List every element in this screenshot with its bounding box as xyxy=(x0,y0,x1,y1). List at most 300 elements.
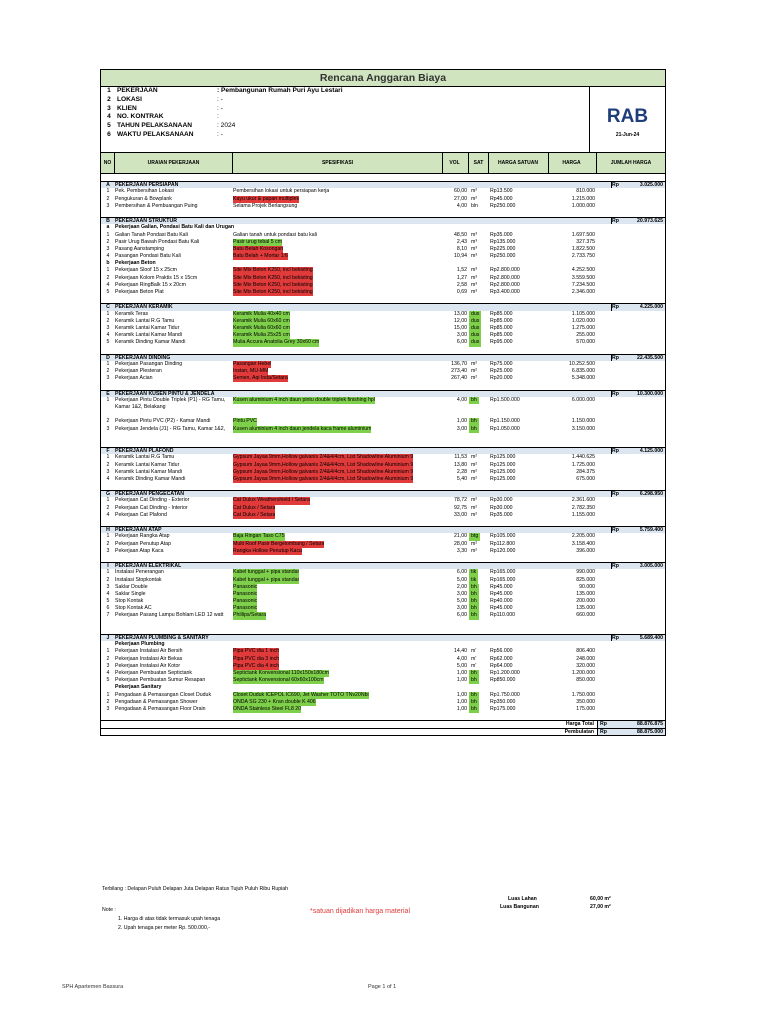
subsection-code xyxy=(101,641,115,648)
currency-label: Rp xyxy=(490,310,497,317)
row-item: Pembersihan & Pembuangan Puing xyxy=(115,202,198,209)
row-sum xyxy=(597,275,665,282)
terbilang: Terbilang : Delapan Puluh Delapan Juta Delapan Ratus Tujuh Puluh Ribu Rupiah xyxy=(102,886,289,892)
row-amount: 2.782.350 xyxy=(571,504,595,511)
row-unit xyxy=(469,188,489,195)
row-unit xyxy=(469,454,489,461)
row-number: 3 xyxy=(106,705,110,712)
section-code: F xyxy=(106,448,110,455)
row-item: Pasangan Pondasi Batu Kali xyxy=(115,253,181,260)
row-spec xyxy=(233,497,443,504)
row-unit-text: m² xyxy=(471,475,478,482)
row-unit xyxy=(469,569,489,576)
note-item: 1. Harga di atas tidak termasuk upah tenaga xyxy=(118,916,221,922)
table-row xyxy=(101,677,665,684)
table-row xyxy=(101,339,665,346)
table-row xyxy=(101,232,665,239)
row-item: Pasir Urug Bawah Pondasi Batu Kali xyxy=(115,238,200,245)
currency-label: Rp xyxy=(612,218,619,225)
row-unit-price xyxy=(489,318,549,325)
row-unit-price xyxy=(489,325,549,332)
section-name: PEKERJAAN KERAMIK xyxy=(115,304,173,311)
row-item: Pekerjaan Kolom Praktis 15 x 15cm xyxy=(115,274,198,281)
section-total xyxy=(611,635,665,641)
row-spec xyxy=(233,533,443,540)
currency-label: Rp xyxy=(490,253,497,260)
row-item: Pekerjaan RingBalk 15 x 20cm xyxy=(115,281,186,288)
row-item: Pekerjaan Acian xyxy=(115,375,153,382)
row-item: Pekerjaan Pembuatan Sumur Resapan xyxy=(115,677,206,684)
row-number: 4 xyxy=(106,590,110,597)
row-item: Pekerjaan Plesteran xyxy=(115,368,162,375)
currency-label: Rp xyxy=(490,202,497,209)
section-total-value: 10.300.000 xyxy=(637,390,663,397)
row-unit-price xyxy=(489,612,549,626)
table-body xyxy=(101,174,665,720)
row-volume: 6,00 xyxy=(456,612,467,619)
row-unit-price xyxy=(489,677,549,684)
section-row xyxy=(101,354,665,361)
row-unit-text: bh xyxy=(471,583,477,590)
row-amount: 1.155.000 xyxy=(571,511,595,518)
row-sum xyxy=(597,339,665,346)
currency-label: Rp xyxy=(490,368,497,375)
row-number: 2 xyxy=(106,698,110,705)
currency-label: Rp xyxy=(612,635,619,642)
row-unit-text: bh xyxy=(471,698,477,705)
row-item: Pengadaan & Pemasangan Shower xyxy=(115,698,198,705)
row-unit-price-value: 13.500 xyxy=(496,188,513,195)
row-volume: 78,72 xyxy=(454,497,467,504)
row-spec-text: Kabel tunggal + pipa standar xyxy=(233,569,300,576)
row-spec-text: Cat Dulux / Setara xyxy=(233,511,276,518)
row-volume: 1,00 xyxy=(456,418,467,425)
row-unit xyxy=(469,512,489,519)
row-amount: 6.000.000 xyxy=(571,396,595,403)
section-row xyxy=(101,526,665,533)
row-spec-text: Cat Dulux / Setara xyxy=(233,504,276,511)
row-amount: 1.020.000 xyxy=(571,317,595,324)
row-spec-text: Panasonic xyxy=(233,605,258,612)
currency-label: Rp xyxy=(490,705,497,712)
row-sum xyxy=(597,548,665,555)
row-spec xyxy=(233,267,443,274)
section-total-value: 3.025.000 xyxy=(639,182,663,189)
row-volume: 3,00 xyxy=(456,332,467,339)
row-spec xyxy=(233,361,443,368)
currency-label: Rp xyxy=(490,533,497,540)
row-unit xyxy=(469,605,489,612)
row-item: Keramik Lantai R.G Tamu xyxy=(115,317,175,324)
info-number: 1 xyxy=(107,87,111,94)
row-unit-price xyxy=(489,505,549,512)
table-row xyxy=(101,267,665,274)
row-unit-text: dus xyxy=(471,324,480,331)
row-unit-text: m² xyxy=(471,511,478,518)
table-row xyxy=(101,375,665,382)
row-volume: 13,80 xyxy=(454,461,467,468)
row-spec xyxy=(233,203,443,210)
currency-label: Rp xyxy=(612,448,619,455)
row-unit-text: dus xyxy=(471,339,480,346)
row-unit-text: m³ xyxy=(471,231,478,238)
row-unit-text: btg xyxy=(471,533,479,540)
row-unit xyxy=(469,325,489,332)
info-label: LOKASI xyxy=(117,95,142,103)
row-spec xyxy=(233,239,443,246)
row-number: 1 xyxy=(106,396,110,403)
row-unit xyxy=(469,670,489,677)
subsection-row xyxy=(101,224,665,231)
row-spec-text: Gypsum Jayaa 9mm,Hollow galvanis 2/4&4/4cm, List Shadowline Aluminium 9 xyxy=(233,461,414,468)
currency-label: Rp xyxy=(490,583,497,590)
note-red: *satuan dijadikan harga material xyxy=(310,908,411,915)
row-number: 7 xyxy=(106,612,110,619)
table-row xyxy=(101,332,665,339)
row-unit-price-value: 250.000 xyxy=(496,253,516,260)
row-sum xyxy=(597,368,665,375)
row-number: 4 xyxy=(106,475,110,482)
row-unit-price xyxy=(489,663,549,670)
row-amount: 810.000 xyxy=(576,188,595,195)
spacer xyxy=(101,411,665,418)
row-unit-text: bh xyxy=(471,590,477,597)
section-row xyxy=(101,181,665,188)
notes-title: Note : xyxy=(102,907,116,913)
currency-label: Rp xyxy=(490,332,497,339)
row-unit-price-value: 95.000 xyxy=(496,339,513,346)
subsection-name: Pekerjaan Plumbing xyxy=(115,641,165,648)
row-unit-price-value: 125.000 xyxy=(496,475,516,482)
spacer xyxy=(101,174,665,181)
row-spec xyxy=(233,591,443,598)
row-unit-text: bh xyxy=(471,612,477,619)
row-volume: 3,30 xyxy=(456,547,467,554)
row-unit-price xyxy=(489,454,549,461)
row-volume: 60,00 xyxy=(454,188,467,195)
table-row xyxy=(101,497,665,504)
row-unit-text: m² xyxy=(471,375,478,382)
spacer xyxy=(101,296,665,303)
info-row xyxy=(101,122,589,131)
row-spec-text: Site Mix Beton K250, incl bekisting xyxy=(233,281,313,288)
row-sum xyxy=(597,505,665,512)
row-volume: 4,00 xyxy=(456,655,467,662)
row-unit-price xyxy=(489,339,549,346)
table-row xyxy=(101,253,665,260)
row-item: Pekerjaan Atap Kaca xyxy=(115,547,164,554)
row-number: 4 xyxy=(106,281,110,288)
row-amount: 1.000.000 xyxy=(571,202,595,209)
row-number: 1 xyxy=(106,310,110,317)
row-number: 3 xyxy=(106,324,110,331)
row-unit-text: m² xyxy=(471,454,478,461)
table-row xyxy=(101,454,665,461)
row-unit-price xyxy=(489,591,549,598)
row-item: Saklar Single xyxy=(115,590,146,597)
row-spec xyxy=(233,462,443,469)
row-amount: 327.375 xyxy=(576,238,595,245)
total-row xyxy=(101,728,665,735)
row-number: 2 xyxy=(106,540,110,547)
row-unit xyxy=(469,505,489,512)
row-number: 1 xyxy=(106,569,110,576)
row-spec-text: ONDA Stainless Steel FL8 20 xyxy=(233,705,302,712)
row-unit-price xyxy=(489,267,549,274)
footer-left: SPH Apartemen Bassura xyxy=(62,984,124,990)
row-spec xyxy=(233,289,443,296)
row-spec-text: Pasangan Hebel xyxy=(233,360,272,367)
row-number: 3 xyxy=(106,583,110,590)
row-unit-text: bh xyxy=(471,677,477,684)
row-unit xyxy=(469,548,489,555)
info-value: : - xyxy=(217,104,223,112)
row-unit-text: bh xyxy=(471,396,477,403)
row-sum xyxy=(597,318,665,325)
row-number: 4 xyxy=(106,511,110,518)
currency-label: Rp xyxy=(490,468,497,475)
currency-label: Rp xyxy=(490,511,497,518)
spacer xyxy=(101,382,665,389)
section-total-value: 5.689.400 xyxy=(639,635,663,642)
row-item: Pekerjaan Pasang Lampu Bohlam LED 12 watt xyxy=(115,612,224,619)
currency-label: Rp xyxy=(612,527,619,534)
row-unit-price xyxy=(489,418,549,425)
row-unit-text: bh xyxy=(471,705,477,712)
currency-label: Rp xyxy=(490,324,497,331)
header-cell: HARGA xyxy=(549,153,597,173)
row-unit-price-value: 125.000 xyxy=(496,468,516,475)
row-sum xyxy=(597,569,665,576)
row-spec-text: Gypsum Jayaa 9mm,Hollow galvanis 2/4&4/4cm, List Shadowline Aluminium 9 xyxy=(233,454,414,461)
spacer xyxy=(101,483,665,490)
row-unit-price-value: 250.000 xyxy=(496,202,516,209)
row-volume: 3,00 xyxy=(456,605,467,612)
section-code: C xyxy=(106,304,110,311)
row-item: Pekerjaan Beton Plat xyxy=(115,289,164,295)
currency-label: Rp xyxy=(490,598,497,605)
spacer xyxy=(101,210,665,217)
row-item: Pekerjaan Pasangan Dinding xyxy=(115,360,183,367)
section-total-value: 5.759.400 xyxy=(639,527,663,534)
row-volume: 2,00 xyxy=(456,583,467,590)
table-row xyxy=(101,246,665,253)
row-unit-price-value: 350.000 xyxy=(496,698,516,705)
row-spec xyxy=(233,375,443,382)
row-unit xyxy=(469,469,489,476)
row-unit-text: m' xyxy=(471,662,477,669)
row-volume: 8,10 xyxy=(456,245,467,252)
section-code: E xyxy=(106,390,110,397)
row-number: 3 xyxy=(106,245,110,252)
row-sum xyxy=(597,418,665,425)
row-spec xyxy=(233,612,443,626)
row-spec xyxy=(233,418,443,425)
table-row xyxy=(101,426,665,440)
row-volume: 4,00 xyxy=(456,202,467,209)
row-amount: 5.348.000 xyxy=(571,375,595,382)
row-amount: 255.000 xyxy=(576,332,595,339)
row-unit-price xyxy=(489,692,549,699)
currency-label: Rp xyxy=(490,461,497,468)
currency-label: Rp xyxy=(490,418,497,425)
currency-label: Rp xyxy=(490,267,497,274)
row-volume: 1,00 xyxy=(456,677,467,684)
row-sum xyxy=(597,203,665,210)
row-spec-text: Pipa PVC dia 1 inch xyxy=(233,648,280,655)
row-unit-price-value: 2.800.000 xyxy=(496,274,520,281)
row-volume: 27,00 xyxy=(454,195,467,202)
row-unit-price-value: 225.000 xyxy=(496,245,516,252)
row-number: 2 xyxy=(106,368,110,375)
row-volume: 3,00 xyxy=(456,590,467,597)
header-cell: JUMLAH HARGA xyxy=(610,160,652,166)
section-code: I xyxy=(107,563,109,570)
row-amount: 396.000 xyxy=(576,547,595,554)
row-sum xyxy=(597,605,665,612)
row-sum xyxy=(597,670,665,677)
row-unit xyxy=(469,426,489,440)
row-amount: 2.346.000 xyxy=(571,289,595,295)
row-amount: 2.361.600 xyxy=(571,497,595,504)
currency-label: Rp xyxy=(490,188,497,195)
row-sum xyxy=(597,584,665,591)
section-row xyxy=(101,634,665,641)
row-sum xyxy=(597,325,665,332)
table-row xyxy=(101,577,665,584)
currency-label: Rp xyxy=(490,569,497,576)
row-unit-price-value: 35.000 xyxy=(496,231,513,238)
row-spec-text: Closet Duduk ICEPOL IC690, Jet Washer TOTO TNv20Nbi xyxy=(233,691,369,698)
table-row xyxy=(101,275,665,282)
section-total-value: 20.973.625 xyxy=(637,218,663,225)
table-row xyxy=(101,368,665,375)
row-unit-text: m² xyxy=(471,540,478,547)
row-unit-price xyxy=(489,196,549,203)
table-row xyxy=(101,318,665,325)
row-number: 1 xyxy=(106,231,110,238)
row-sum xyxy=(597,598,665,605)
row-unit xyxy=(469,497,489,504)
row-number: 3 xyxy=(106,425,110,432)
table-row xyxy=(101,706,665,713)
luas-bangunan-value: 27,00 m² xyxy=(590,904,611,910)
row-item: Pasang Aanstamping xyxy=(115,245,165,252)
currency-label: Rp xyxy=(612,182,619,189)
section-name: PEKERJAAN ELEKTRIKAL xyxy=(115,563,182,570)
row-sum xyxy=(597,282,665,289)
row-unit xyxy=(469,282,489,289)
currency-label: Rp xyxy=(490,655,497,662)
row-unit-price xyxy=(489,598,549,605)
row-unit-text: m' xyxy=(471,655,477,662)
row-spec xyxy=(233,232,443,239)
row-unit-price-value: 3.400.000 xyxy=(496,289,520,295)
section-total xyxy=(611,218,665,224)
row-amount: 1.275.000 xyxy=(571,324,595,331)
row-spec-text: Keramik Mulia 25x25 cm xyxy=(233,332,290,339)
row-spec-text: Batu Belah Kosongan xyxy=(233,245,284,252)
section-total-value: 4.125.000 xyxy=(639,448,663,455)
row-item: Pekerjaan Sloof 15 x 25cm xyxy=(115,267,177,274)
table-row xyxy=(101,476,665,483)
row-item: Stop Kontak AC xyxy=(115,605,152,612)
spacer xyxy=(101,440,665,447)
row-spec-text: Site Mix Beton K250, incl bekisting xyxy=(233,267,313,274)
row-volume: 273,40 xyxy=(451,368,467,375)
row-amount: 1.725.000 xyxy=(571,461,595,468)
document-title: Rencana Anggaran Biaya xyxy=(101,70,665,87)
row-unit-text: m³ xyxy=(471,253,478,260)
row-volume: 15,00 xyxy=(454,324,467,331)
row-unit xyxy=(469,289,489,296)
row-unit-price xyxy=(489,275,549,282)
row-unit-text: bh xyxy=(471,598,477,605)
row-spec xyxy=(233,706,443,713)
currency-label: Rp xyxy=(490,425,497,432)
row-unit xyxy=(469,332,489,339)
row-sum xyxy=(597,289,665,296)
row-unit xyxy=(469,476,489,483)
row-unit-price-value: 45.000 xyxy=(496,583,513,590)
rab-badge-box xyxy=(590,87,665,152)
row-unit-price-value: 1.150.000 xyxy=(496,418,520,425)
row-unit xyxy=(469,648,489,655)
row-unit xyxy=(469,418,489,425)
row-amount: 135.000 xyxy=(576,590,595,597)
table-row xyxy=(101,505,665,512)
row-unit xyxy=(469,677,489,684)
row-amount: 1.440.625 xyxy=(571,454,595,461)
table-row xyxy=(101,282,665,289)
info-value: : - xyxy=(217,95,223,103)
info-label: TAHUN PELAKSANAAN xyxy=(117,122,192,130)
row-unit-price-value: 85.000 xyxy=(496,324,513,331)
section-code: J xyxy=(106,635,110,642)
currency-label: Rp xyxy=(612,304,619,311)
row-sum xyxy=(597,706,665,713)
row-number: 3 xyxy=(106,202,110,209)
row-amount: 1.750.000 xyxy=(571,691,595,698)
table-header xyxy=(101,153,665,174)
table-row xyxy=(101,325,665,332)
currency-label: Rp xyxy=(490,317,497,324)
row-item: Instalasi Stopkontak xyxy=(115,576,162,583)
row-unit-text: dus xyxy=(471,310,480,317)
section-code: B xyxy=(106,218,110,225)
row-unit-price-value: 125.000 xyxy=(496,454,516,461)
row-item: Pengadaan & Pemasangan Floor Drain xyxy=(115,705,206,712)
currency-label: Rp xyxy=(490,475,497,482)
row-unit-price xyxy=(489,699,549,706)
total-label: Harga Total xyxy=(565,721,594,728)
row-sum xyxy=(597,577,665,584)
row-spec-text: Pipa PVC dia 3 inch xyxy=(233,655,280,662)
row-unit xyxy=(469,397,489,411)
row-unit xyxy=(469,196,489,203)
row-number: 1 xyxy=(106,188,110,195)
section-name: PEKERJAAN PLAFOND xyxy=(115,448,174,455)
row-amount: 1.822.500 xyxy=(571,245,595,252)
row-amount: 570.000 xyxy=(576,339,595,346)
row-number: 1 xyxy=(106,648,110,655)
row-number: 3 xyxy=(106,375,110,382)
row-unit-price xyxy=(489,188,549,195)
row-spec-text: Panasonic xyxy=(233,598,258,605)
row-unit xyxy=(469,577,489,584)
header-cell: HARGA SATUAN xyxy=(489,153,549,173)
row-volume: 12,00 xyxy=(454,317,467,324)
